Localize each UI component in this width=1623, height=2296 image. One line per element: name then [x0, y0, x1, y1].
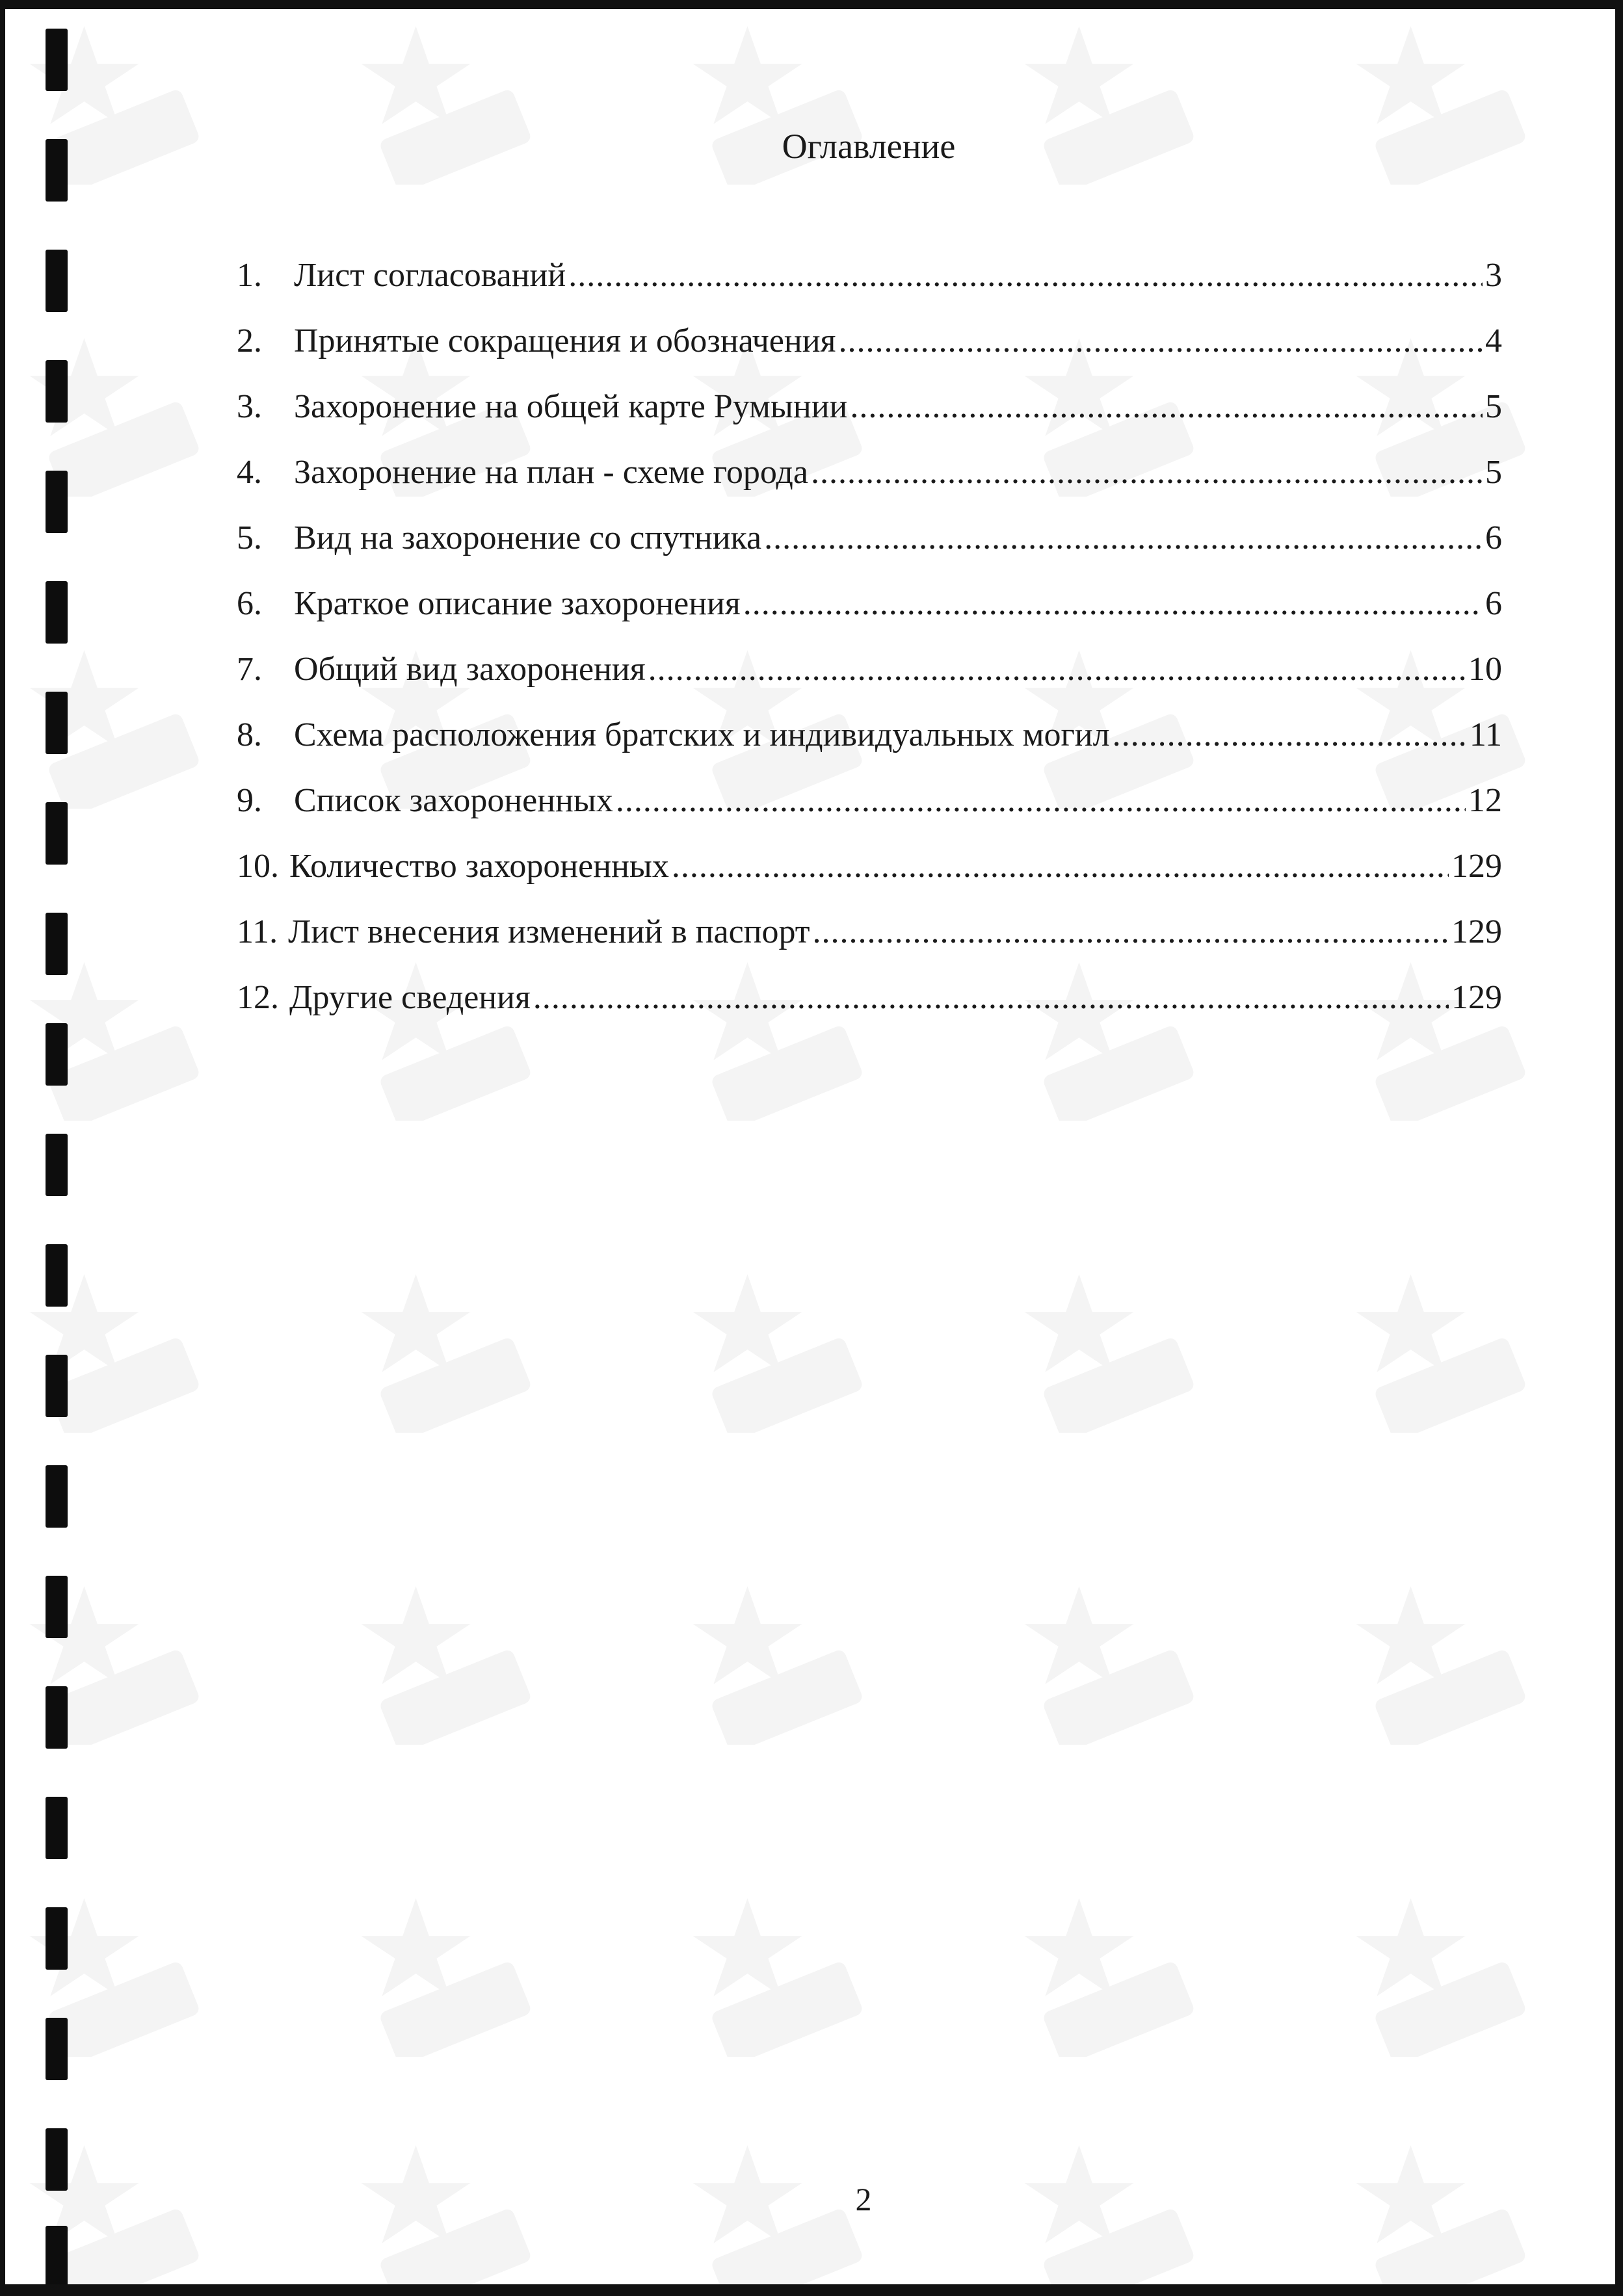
toc-row[interactable]	[237, 256, 1502, 322]
toc-item-page: 11	[1469, 716, 1502, 753]
binding-hole-icon	[46, 1244, 68, 1307]
page-number: 2	[855, 2181, 872, 2217]
binding-hole-icon	[46, 360, 68, 423]
toc-dot-leader	[568, 256, 1483, 294]
star-watermark-icon	[1013, 2141, 1202, 2296]
toc-item-title: Количество захороненных	[289, 848, 669, 885]
toc-item-title: Лист согласований	[294, 257, 566, 294]
toc-item-title: Схема расположения братских и индивидуальных могил	[294, 716, 1110, 753]
star-watermark-icon	[350, 2141, 538, 2296]
toc-dot-leader	[850, 387, 1483, 426]
binding-hole-icon	[46, 1465, 68, 1528]
toc-item-title: Захоронение на общей карте Румынии	[294, 388, 848, 425]
toc-row[interactable]	[237, 453, 1502, 519]
binding-hole-icon	[46, 1023, 68, 1086]
toc-row[interactable]	[237, 519, 1502, 584]
toc-item-number: 10.	[237, 848, 279, 885]
toc-row[interactable]	[237, 322, 1502, 387]
toc-dot-leader	[672, 847, 1449, 885]
star-watermark-icon	[350, 1582, 538, 1745]
binding-hole-icon	[46, 250, 68, 312]
toc-row[interactable]	[237, 978, 1502, 1044]
toc-item-title: Другие сведения	[289, 979, 531, 1016]
toc-item-number: 6.	[237, 585, 262, 622]
binding-hole-icon	[46, 2018, 68, 2080]
toc-item-page: 6	[1485, 585, 1502, 622]
toc-item-number: 4.	[237, 454, 262, 491]
toc-item-title: Общий вид захоронения	[294, 651, 646, 688]
toc-item-title: Принятые сокращения и обозначения	[294, 322, 836, 359]
toc-item-number: 8.	[237, 716, 262, 753]
star-watermark-icon	[1013, 1894, 1202, 2057]
toc-item-number: 7.	[237, 651, 262, 688]
star-watermark-icon	[350, 1270, 538, 1433]
toc-dot-leader	[533, 978, 1449, 1017]
toc-dot-leader	[1113, 716, 1467, 754]
toc-dot-leader	[764, 519, 1483, 557]
binding-hole-icon	[46, 1686, 68, 1749]
star-watermark-icon	[1013, 1270, 1202, 1433]
toc-dot-leader	[838, 322, 1483, 360]
binding-hole-icon	[46, 1355, 68, 1417]
toc-item-page: 5	[1485, 388, 1502, 425]
toc-row[interactable]	[237, 781, 1502, 847]
toc-item-title: Захоронение на план - схеме города	[294, 454, 808, 491]
toc-item-page: 129	[1451, 848, 1502, 885]
toc-item-number: 2.	[237, 322, 262, 359]
toc-dot-leader	[743, 584, 1483, 623]
toc-item-number: 9.	[237, 782, 262, 819]
binding-hole-icon	[46, 1134, 68, 1196]
binding-hole-icon	[46, 581, 68, 644]
toc-row[interactable]	[237, 584, 1502, 650]
binding-hole-icon	[46, 29, 68, 91]
toc-item-page: 5	[1485, 454, 1502, 491]
toc-item-number: 12.	[237, 979, 279, 1016]
star-watermark-icon	[681, 1582, 870, 1745]
toc-item-page: 3	[1485, 257, 1502, 294]
spiral-binding	[46, 9, 72, 2284]
star-watermark-icon	[1345, 1582, 1533, 1745]
toc-item-number: 11.	[237, 913, 278, 950]
star-watermark-icon	[681, 2141, 870, 2296]
toc-row[interactable]	[237, 847, 1502, 913]
toc-item-number: 1.	[237, 257, 262, 294]
binding-hole-icon	[46, 1907, 68, 1970]
page-title: Оглавление	[782, 127, 956, 166]
toc-item-number: 5.	[237, 519, 262, 556]
toc-row[interactable]	[237, 913, 1502, 978]
binding-hole-icon	[46, 471, 68, 533]
toc-row[interactable]	[237, 387, 1502, 453]
toc-item-title: Список захороненных	[294, 782, 613, 819]
star-watermark-icon	[681, 1270, 870, 1433]
star-watermark-icon	[1013, 1582, 1202, 1745]
toc-item-title: Вид на захоронение со спутника	[294, 519, 762, 556]
toc-item-page: 6	[1485, 519, 1502, 556]
toc-dot-leader	[648, 650, 1466, 688]
toc-dot-leader	[811, 453, 1483, 491]
toc-item-page: 4	[1485, 322, 1502, 359]
toc-row[interactable]	[237, 650, 1502, 716]
binding-hole-icon	[46, 692, 68, 754]
star-watermark-icon	[1345, 1894, 1533, 2057]
star-watermark-icon	[350, 1894, 538, 2057]
star-watermark-icon	[1345, 2141, 1533, 2296]
toc-item-number: 3.	[237, 388, 262, 425]
toc-item-page: 12	[1468, 782, 1502, 819]
toc-dot-leader	[813, 913, 1449, 951]
toc-dot-leader	[616, 781, 1466, 820]
toc-item-title: Краткое описание захоронения	[294, 585, 741, 622]
toc-row[interactable]	[237, 716, 1502, 781]
star-watermark-icon	[1345, 1270, 1533, 1433]
table-of-contents	[237, 256, 1502, 1044]
toc-item-page: 129	[1451, 913, 1502, 950]
binding-hole-icon	[46, 802, 68, 865]
binding-hole-icon	[46, 2226, 68, 2288]
binding-hole-icon	[46, 1797, 68, 1859]
toc-item-title: Лист внесения изменений в паспорт	[288, 913, 810, 950]
toc-item-page: 10	[1468, 651, 1502, 688]
binding-hole-icon	[46, 1576, 68, 1638]
star-watermark-icon	[681, 1894, 870, 2057]
binding-hole-icon	[46, 913, 68, 975]
toc-item-page: 129	[1451, 979, 1502, 1016]
